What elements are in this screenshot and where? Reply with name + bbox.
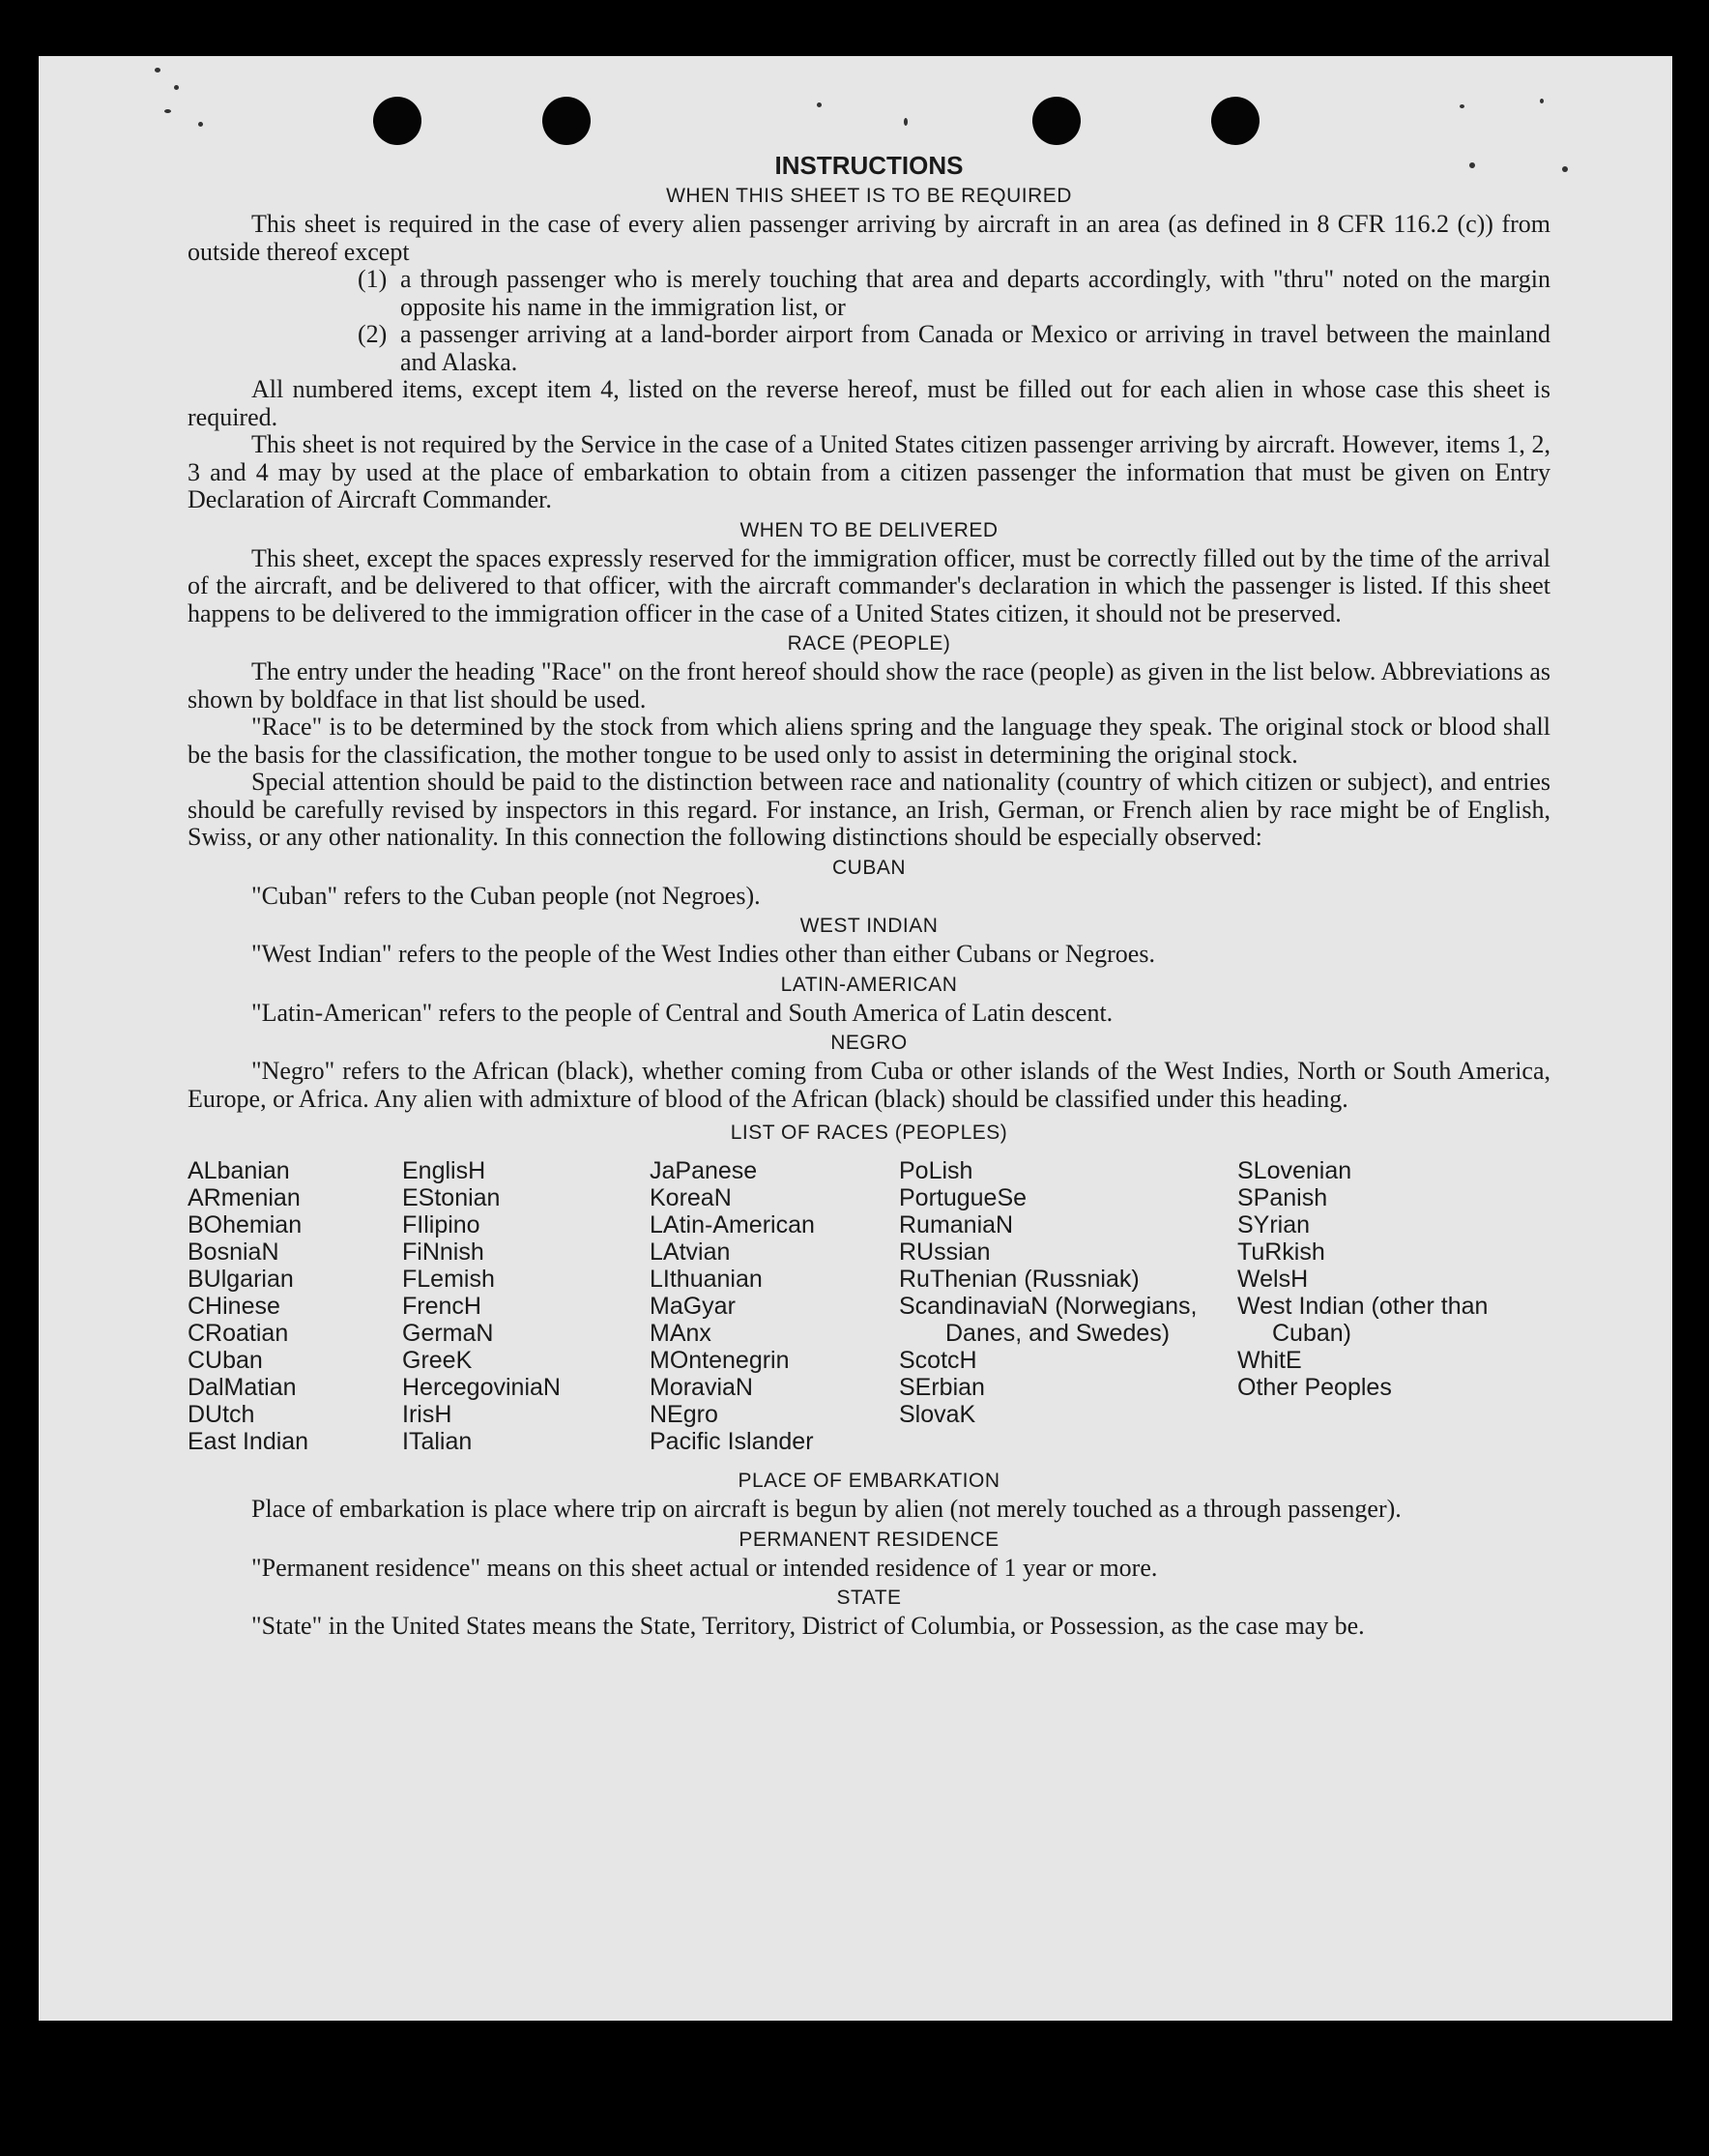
delivered-text: This sheet, except the spaces expressly reserved for the immigration officer, must be correctly filled out by the time of the arrival of the aircraft, and be delivered to that officer, with the aircraft commander's declaration in which the passenger is listed. If this sheet happens to be delivered to the immigration officer in the case of a United States citizen, it should not be preserved. bbox=[188, 543, 1550, 627]
race-entry: SYrian bbox=[1237, 1211, 1311, 1238]
heading-latin-american: LATIN-AMERICAN bbox=[780, 973, 958, 996]
races-column bbox=[1237, 1157, 1518, 1401]
race-entry: MoraviaN bbox=[650, 1374, 753, 1401]
race-entry: NEgro bbox=[650, 1401, 718, 1428]
heading-cuban: CUBAN bbox=[831, 856, 906, 879]
race-entry: MAnx bbox=[650, 1320, 711, 1347]
race-para-2: "Race" is to be determined by the stock from which aliens spring and the language they speak. The original stock or blood shall be the basis for the classification, the mother tongue to be used only to assist in determining the original stock. bbox=[188, 713, 1550, 769]
race-entry: PortugueSe bbox=[899, 1184, 1028, 1211]
race-para-1: The entry under the heading "Race" on the front hereof should show the race (people) as given in the list below. Abbreviations as shown by boldface in that list should be used. bbox=[188, 657, 1550, 714]
speck bbox=[904, 118, 908, 126]
west-indian-text: "West Indian" refers to the people of the West Indies other than either Cubans or Negroes. bbox=[251, 940, 1155, 968]
race-entry: FrencH bbox=[402, 1293, 481, 1320]
heading-state: STATE bbox=[836, 1587, 902, 1609]
instructions-content bbox=[188, 151, 1550, 1641]
race-entry: PoLish bbox=[899, 1157, 973, 1184]
race-entry: EStonian bbox=[402, 1184, 501, 1211]
exception-number: (1) bbox=[358, 265, 388, 293]
speck bbox=[1540, 99, 1544, 103]
heading-when-required: WHEN THIS SHEET IS TO BE REQUIRED bbox=[666, 185, 1072, 207]
speck bbox=[1562, 166, 1568, 172]
race-entry: TuRkish bbox=[1237, 1238, 1325, 1266]
race-entry: WelsH bbox=[1237, 1266, 1309, 1293]
race-entry: SLovenian bbox=[1237, 1157, 1352, 1184]
race-entry: HercegoviniaN bbox=[402, 1374, 561, 1401]
exception-text: a through passenger who is merely touching that area and departs accordingly, with "thru" noted on the margin opposite his name in the immigration list, or bbox=[400, 265, 1550, 321]
race-entry: RumaniaN bbox=[899, 1211, 1014, 1238]
state-text: "State" in the United States means the State, Territory, District of Columbia, or Possession, as the case may be. bbox=[251, 1612, 1365, 1640]
race-entry: EnglisH bbox=[402, 1157, 486, 1184]
heading-negro: NEGRO bbox=[830, 1032, 908, 1054]
heading-list-of-races: LIST OF RACES (PEOPLES) bbox=[730, 1122, 1008, 1144]
race-entry: WhitE bbox=[1237, 1347, 1302, 1374]
exception-text: a passenger arriving at a land-border airport from Canada or Mexico or arriving in travel between the mainland and Alaska. bbox=[400, 320, 1550, 376]
required-para-3: This sheet is not required by the Service in the case of a United States citizen passenger arriving by aircraft. However, items 1, 2, 3 and 4 may by used at the place of embarkation to obtain from a citizen passenger the information that must be given on Entry Declaration of Aircraft Commander. bbox=[188, 430, 1550, 513]
races-column bbox=[650, 1157, 896, 1455]
races-list bbox=[188, 1157, 1550, 1465]
race-entry: Other Peoples bbox=[1237, 1374, 1392, 1401]
speck bbox=[198, 122, 203, 127]
speck bbox=[155, 68, 160, 73]
embarkation-text: Place of embarkation is place where trip on aircraft is begun by alien (not merely touched as a through passenger). bbox=[251, 1495, 1402, 1523]
race-entry: RUssian bbox=[899, 1238, 991, 1266]
race-para-3: Special attention should be paid to the distinction between race and nationality (country of which citizen or subject), and entries should be carefully revised by inspectors in this regard. For instance, an Irish, German, or French alien by race might be of English, Swiss, or any other nationality. In this connection the following distinctions should be especially observed: bbox=[188, 768, 1550, 851]
race-entry: ScotcH bbox=[899, 1347, 977, 1374]
punch-hole bbox=[1211, 97, 1260, 145]
race-entry: East Indian bbox=[188, 1428, 309, 1455]
cuban-text: "Cuban" refers to the Cuban people (not Negroes). bbox=[251, 881, 761, 910]
page-title: INSTRUCTIONS bbox=[774, 151, 964, 180]
races-column bbox=[188, 1157, 400, 1455]
race-entry: West Indian (other than Cuban) bbox=[1237, 1293, 1489, 1347]
race-entry: BUlgarian bbox=[188, 1266, 294, 1293]
race-entry: LIthuanian bbox=[650, 1266, 763, 1293]
race-entry: FIlipino bbox=[402, 1211, 480, 1238]
race-entry: ScandinaviaN (Norwegians, Danes, and Swedes) bbox=[899, 1293, 1198, 1347]
race-entry: GreeK bbox=[402, 1347, 473, 1374]
race-entry: SlovaK bbox=[899, 1401, 976, 1428]
race-entry: LAtvian bbox=[650, 1238, 731, 1266]
race-entry: BosniaN bbox=[188, 1238, 279, 1266]
race-entry: JaPanese bbox=[650, 1157, 758, 1184]
heading-west-indian: WEST INDIAN bbox=[799, 915, 939, 937]
race-entry: MOntenegrin bbox=[650, 1347, 790, 1374]
negro-text: "Negro" refers to the African (black), whether coming from Cuba or other islands of the West Indies, North or South America, Europe, or Africa. Any alien with admixture of blood of the African (black) should be classified under this heading. bbox=[188, 1057, 1550, 1113]
exception-number: (2) bbox=[358, 320, 388, 348]
races-column bbox=[402, 1157, 644, 1455]
race-entry: Pacific Islander bbox=[650, 1428, 814, 1455]
race-entry: CHinese bbox=[188, 1293, 280, 1320]
races-column bbox=[899, 1157, 1208, 1428]
race-entry: DUtch bbox=[188, 1401, 255, 1428]
punch-hole bbox=[542, 97, 591, 145]
document-sheet bbox=[39, 56, 1672, 2021]
heading-when-delivered: WHEN TO BE DELIVERED bbox=[739, 518, 999, 541]
punch-hole bbox=[1032, 97, 1081, 145]
required-para-2: All numbered items, except item 4, listed on the reverse hereof, must be filled out for each alien in whose case this sheet is required. bbox=[188, 375, 1550, 431]
race-entry: ARmenian bbox=[188, 1184, 301, 1211]
exceptions-list bbox=[188, 266, 1550, 376]
latin-american-text: "Latin-American" refers to the people of Central and South America of Latin descent. bbox=[251, 998, 1114, 1027]
race-entry: KoreaN bbox=[650, 1184, 732, 1211]
race-entry: CUban bbox=[188, 1347, 263, 1374]
speck bbox=[817, 102, 822, 107]
residence-text: "Permanent residence" means on this sheet actual or intended residence of 1 year or more. bbox=[251, 1553, 1158, 1582]
race-entry: DalMatian bbox=[188, 1374, 297, 1401]
required-intro: This sheet is required in the case of every alien passenger arriving by aircraft in an area (as defined in 8 CFR 116.2 (c)) from outside thereof except bbox=[188, 210, 1550, 266]
heading-race: RACE (PEOPLE) bbox=[787, 632, 951, 655]
punch-hole bbox=[373, 97, 421, 145]
race-entry: CRoatian bbox=[188, 1320, 289, 1347]
speck bbox=[164, 109, 171, 113]
race-entry: SErbian bbox=[899, 1374, 985, 1401]
heading-permanent-residence: PERMANENT RESIDENCE bbox=[739, 1528, 999, 1551]
race-entry: BOhemian bbox=[188, 1211, 303, 1238]
race-entry: FLemish bbox=[402, 1266, 495, 1293]
race-entry: ALbanian bbox=[188, 1157, 290, 1184]
race-entry: SPanish bbox=[1237, 1184, 1328, 1211]
speck bbox=[174, 85, 179, 90]
exception-item bbox=[358, 321, 1550, 376]
heading-place-of-embarkation: PLACE OF EMBARKATION bbox=[738, 1470, 1000, 1492]
race-entry: RuThenian (Russniak) bbox=[899, 1266, 1140, 1293]
speck bbox=[1460, 104, 1464, 108]
race-entry: IrisH bbox=[402, 1401, 452, 1428]
race-entry: LAtin-American bbox=[650, 1211, 815, 1238]
race-entry: ITalian bbox=[402, 1428, 473, 1455]
race-entry: MaGyar bbox=[650, 1293, 736, 1320]
race-entry: FiNnish bbox=[402, 1238, 484, 1266]
exception-item bbox=[358, 266, 1550, 321]
race-entry: GermaN bbox=[402, 1320, 494, 1347]
